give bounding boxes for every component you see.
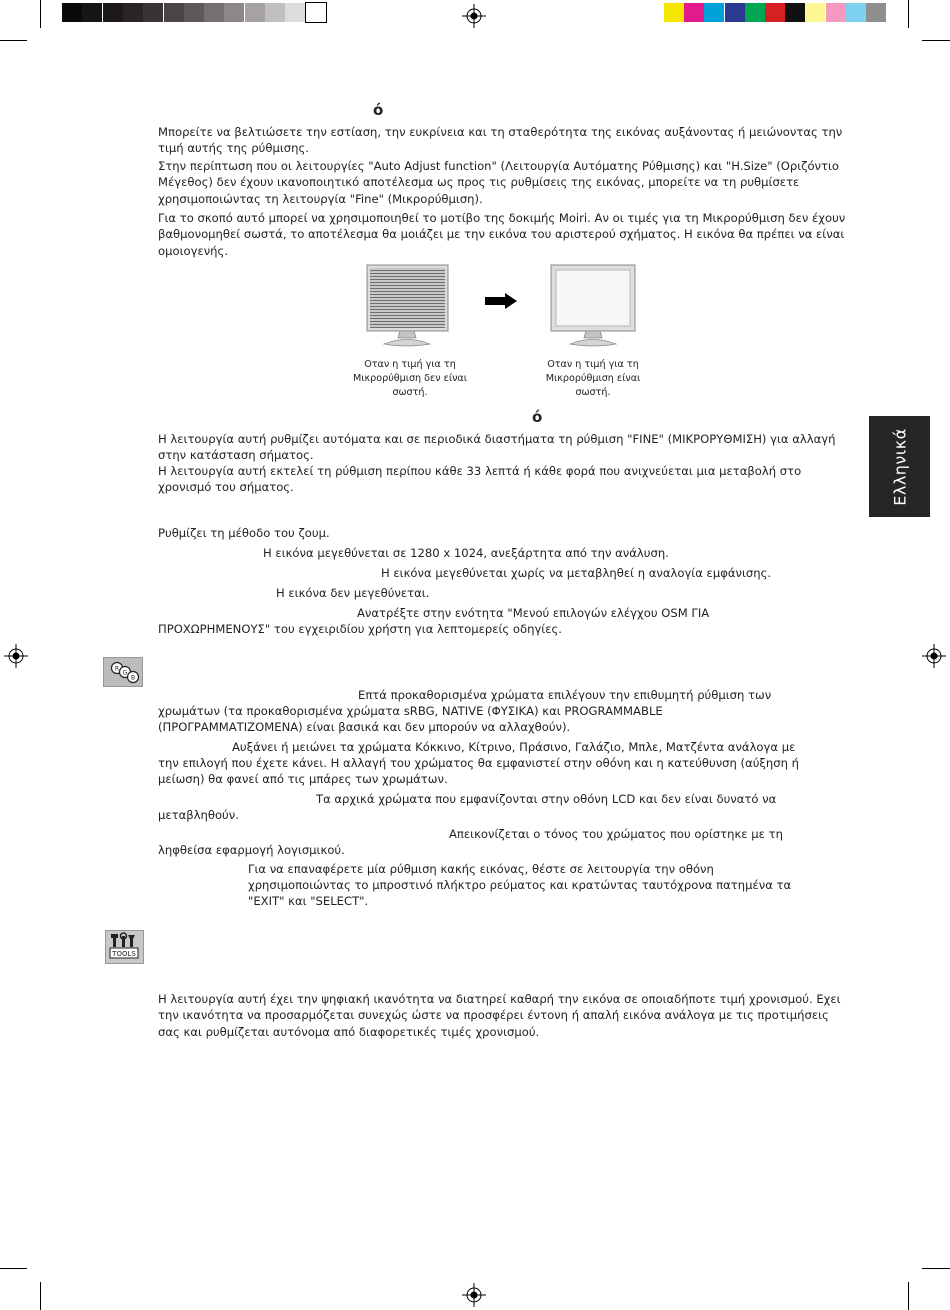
expansion-off: Η εικόνα δεν μεγεθύνεται. bbox=[276, 586, 430, 600]
color-swatch bbox=[765, 3, 785, 22]
monitor-correct-illustration bbox=[550, 264, 640, 350]
color-swatch bbox=[684, 3, 704, 22]
language-side-tab bbox=[869, 416, 930, 517]
color-line-11: Για να επαναφέρετε μία ρύθμιση κακής εικόνας, θέστε σε λειτουργία την οθόνη bbox=[248, 862, 714, 876]
grayscale-swatch bbox=[245, 3, 265, 22]
color-swatch bbox=[725, 3, 745, 22]
grayscale-swatch bbox=[62, 3, 82, 22]
grayscale-swatch bbox=[204, 3, 224, 22]
color-swatch bbox=[664, 3, 684, 22]
section-heading-fine: ό bbox=[373, 101, 384, 119]
fine-paragraph-3: Για το σκοπό αυτό μπορεί να χρησιμοποιηθεί το μοτίβο της δοκιμής Moiri. Αν οι τιμές για τη Μικρορύθμιση δεν έχουν βαθμονομηθεί σωστά, το αποτέλεσμα θα μοιάζει με την εικόνα του αριστερού σχήματος. Η εικόνα θα πρέπει να είναι ομοιογενής. bbox=[158, 211, 846, 258]
color-line-1: Επτά προκαθορισμένα χρώματα επιλέγουν την επιθυμητή ρύθμιση των bbox=[358, 688, 772, 702]
color-line-7: Τα αρχικά χρώματα που εμφανίζονται στην οθόνη LCD και δεν είναι δυνατό να bbox=[316, 792, 777, 806]
auto-fine-paragraph-2: Η λειτουργία αυτή εκτελεί τη ρύθμιση περίπου κάθε 33 λεπτά ή κάθε φορά που ανιχνεύεται μια μεταβολή στο χρονισμό του σήματος. bbox=[158, 464, 802, 495]
grayscale-swatch bbox=[103, 3, 123, 22]
grayscale-swatch bbox=[164, 3, 184, 22]
color-line-10: ληφθείσα εφαρμογή λογισμικού. bbox=[158, 843, 345, 857]
grayscale-swatch bbox=[82, 3, 102, 22]
fine-paragraph-1: Μπορείτε να βελτιώσετε την εστίαση, την ευκρίνεια και τη σταθερότητα της εικόνας αυξάνοντας ή μειώνοντας την τιμή αυτής της ρύθμισης. bbox=[158, 125, 843, 156]
tools-icon bbox=[105, 930, 144, 964]
color-swatch bbox=[805, 3, 825, 22]
svg-text:B: B bbox=[130, 674, 136, 682]
color-line-13: "EXIT" και "SELECT". bbox=[248, 894, 369, 908]
expansion-intro: Ρυθμίζει τη μέθοδο του ζουμ. bbox=[158, 526, 330, 540]
grayscale-swatch bbox=[306, 3, 326, 22]
language-label: Ελληνικά bbox=[890, 427, 909, 506]
grayscale-swatch bbox=[123, 3, 143, 22]
color-control-icon bbox=[103, 657, 143, 687]
color-line-3: (ΠΡΟΓΡΑΜΜΑΤΙΖΟΜΕΝΑ) είναι βασικά και δεν μπορούν να αλλαχθούν). bbox=[158, 720, 571, 734]
grayscale-swatch bbox=[224, 3, 244, 22]
crop-mark bbox=[40, 0, 41, 28]
crop-mark bbox=[908, 1282, 909, 1310]
svg-text:G: G bbox=[122, 669, 128, 677]
color-line-6: μείωση) θα φανεί από τις μπάρες των χρωμάτων. bbox=[158, 772, 448, 786]
color-swatch bbox=[866, 3, 886, 22]
grayscale-swatch bbox=[265, 3, 285, 22]
color-line-12: χρησιμοποιώντας το μπροστινό πλήκτρο ρεύματος και κρατώντας ταυτόχρονα πατημένα τα bbox=[248, 878, 792, 892]
crop-mark bbox=[40, 1282, 41, 1310]
auto-fine-paragraph-1: Η λειτουργία αυτή ρυθμίζει αυτόματα και σε περιοδικά διαστήματα τη ρύθμιση "FINE" (ΜΙΚΡΟΡΥΘΜΙΣΗ) για αλλαγή στην κατάσταση σήματος. bbox=[158, 432, 836, 463]
grayscale-swatch bbox=[143, 3, 163, 22]
registration-mark-icon bbox=[4, 644, 28, 668]
right-arrow-icon bbox=[485, 293, 517, 309]
expansion-custom-line-2: ΠΡΟΧΩΡΗΜΕΝΟΥΣ" του εγχειριδίου χρήστη για λεπτομερείς οδηγίες. bbox=[158, 622, 562, 636]
svg-text:R: R bbox=[114, 665, 120, 673]
expansion-aspect: Η εικόνα μεγεθύνεται χωρίς να μεταβληθεί η αναλογία εμφάνισης. bbox=[381, 566, 772, 580]
registration-mark-icon bbox=[462, 1283, 486, 1307]
expansion-full: Η εικόνα μεγεθύνεται σε 1280 x 1024, ανεξάρτητα από την ανάλυση. bbox=[263, 546, 669, 560]
crop-mark bbox=[0, 1268, 27, 1269]
grayscale-swatch bbox=[285, 3, 305, 22]
expansion-custom-line-1: Ανατρέξτε στην ενότητα "Μενού επιλογών ελέγχου OSM ΓΙΑ bbox=[357, 606, 710, 620]
color-line-9: Απεικονίζεται ο τόνος του χρώματος που ορίστηκε με τη bbox=[449, 827, 783, 841]
section-heading-auto-fine: ό bbox=[532, 408, 543, 426]
caption-correct: Οταν η τιμή για τη Μικρορύθμιση είναι σωστή. bbox=[545, 359, 641, 398]
registration-mark-icon bbox=[922, 644, 946, 668]
color-swatch bbox=[826, 3, 846, 22]
crop-mark bbox=[922, 40, 950, 41]
tools-icon-label: TOOLS bbox=[112, 950, 136, 958]
grayscale-swatch bbox=[184, 3, 204, 22]
fine-paragraph-2: Στην περίπτωση που οι λειτουργίες "Auto Adjust function" (Λειτουργία Αυτόματης Ρύθμισης) και "H.Size" (Οριζόντιο Μέγεθος) δεν έχουν ικανοποιητικό αποτέλεσμα ως προς τις ρυθμίσεις της εικόνας, μπορείτε να τη ρυθμίσετε χρησιμοποιώντας τη λειτουργία "Fine" (Μικρορύθμιση). bbox=[158, 159, 840, 206]
caption-incorrect: Οταν η τιμή για τη Μικρορύθμιση δεν είναι σωστή. bbox=[352, 359, 468, 398]
tools-paragraph: Η λειτουργία αυτή έχει την ψηφιακή ικανότητα να διατηρεί καθαρή την εικόνα σε οποιαδήποτε τιμή χρονισμού. Εχει την ικανότητα να προσαρμόζεται συνεχώς ώστε να προσφέρει έντονη ή απαλή εικόνα ανάλογα με τις προτιμήσεις σας και ρυθμίζεται αυτόνομα από διαφορετικές τιμές χρονισμού. bbox=[158, 992, 841, 1039]
color-line-8: μεταβληθούν. bbox=[158, 808, 239, 822]
crop-mark bbox=[922, 1268, 950, 1269]
color-swatch bbox=[704, 3, 724, 22]
crop-mark bbox=[0, 40, 27, 41]
monitor-moire-illustration bbox=[366, 264, 456, 350]
color-line-4: Αυξάνει ή μειώνει τα χρώματα Κόκκινο, Κίτρινο, Πράσινο, Γαλάζιο, Μπλε, Ματζέντα ανάλογα με bbox=[232, 740, 796, 754]
registration-mark-icon bbox=[462, 4, 486, 28]
color-swatch bbox=[745, 3, 765, 22]
color-swatch bbox=[785, 3, 805, 22]
color-line-2: χρωμάτων (τα προκαθορισμένα χρώματα sRBG, NATIVE (ΦΥΣΙΚΑ) και PROGRAMMABLE bbox=[158, 704, 663, 718]
color-line-5: την επιλογή που έχετε κάνει. Η αλλαγή του χρώματος θα εμφανιστεί στην οθόνη και η κατεύθυνση (αύξηση ή bbox=[158, 756, 799, 770]
crop-mark bbox=[908, 0, 909, 28]
color-swatch bbox=[846, 3, 866, 22]
